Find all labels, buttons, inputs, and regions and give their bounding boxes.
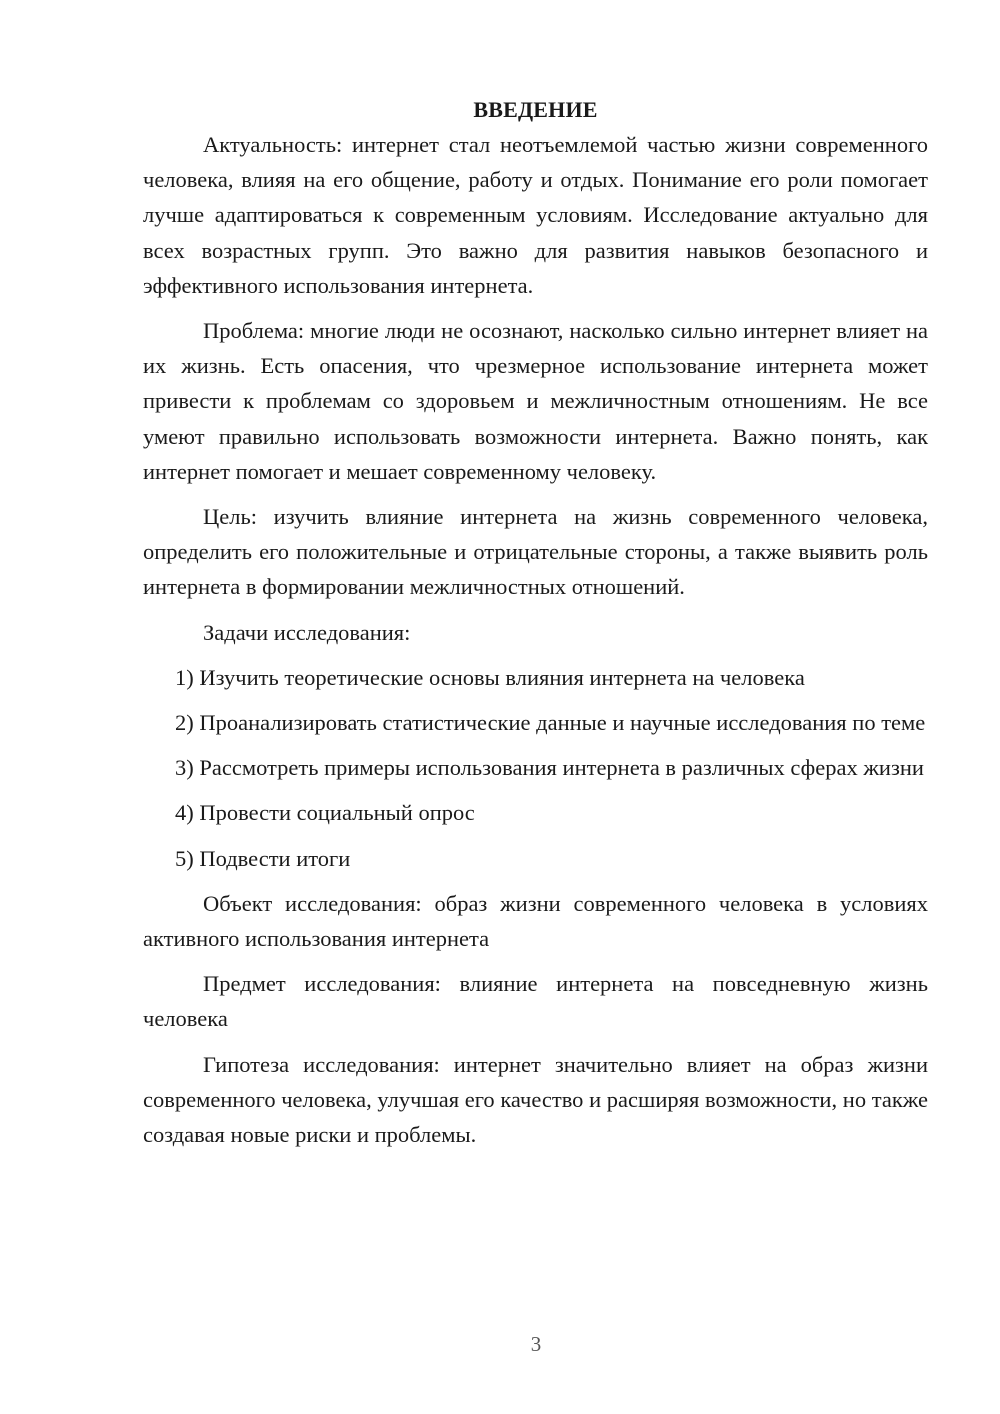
relevance-paragraph: Актуальность: интернет стал неотъемлемой частью жизни современного человека, влияя на его общение, работу и отдых. Понимание его роли помогает лучше адаптироваться к современным условиям. Исследование актуально для всех возрастных групп. Это важно для развития навыков безопасного и эффективного использования интернета.	[143, 132, 928, 298]
tasks-list	[143, 660, 928, 876]
task-item: 1) Изучить теоретические основы влияния интернета на человека	[175, 664, 805, 690]
page-content	[143, 92, 928, 1162]
task-item: 2) Проанализировать статистические данные и научные исследования по теме	[175, 710, 926, 736]
subject-paragraph: Предмет исследования: влияние интернета на повседневную жизнь человека	[143, 971, 928, 1032]
task-item: 4) Провести социальный опрос	[175, 800, 475, 826]
problem-paragraph: Проблема: многие люди не осознают, насколько сильно интернет влияет на их жизнь. Есть опасения, что чрезмерное использование интернета может привести к проблемам со здоровьем и межличностным отношениям. Не все умеют правильно использовать возможности интернета. Важно понять, как интернет помогает и мешает современному человеку.	[143, 318, 928, 484]
hypothesis-paragraph: Гипотеза исследования: интернет значительно влияет на образ жизни современного человека, улучшая его качество и расширяя возможности, но также создавая новые риски и проблемы.	[143, 1051, 928, 1148]
object-paragraph: Объект исследования: образ жизни современного человека в условиях активного использования интернета	[143, 890, 928, 952]
tasks-heading: Задачи исследования:	[203, 619, 411, 645]
task-item: 5) Подвести итоги	[175, 845, 351, 871]
task-item: 3) Рассмотреть примеры использования интернета в различных сферах жизни	[175, 755, 924, 781]
goal-paragraph: Цель: изучить влияние интернета на жизнь современного человека, определить его положительные и отрицательные стороны, а также выявить роль интернета в формировании межличностных отношений.	[143, 504, 928, 600]
page-title: ВВЕДЕНИЕ	[473, 97, 598, 122]
page-number: 3	[530, 1332, 542, 1356]
